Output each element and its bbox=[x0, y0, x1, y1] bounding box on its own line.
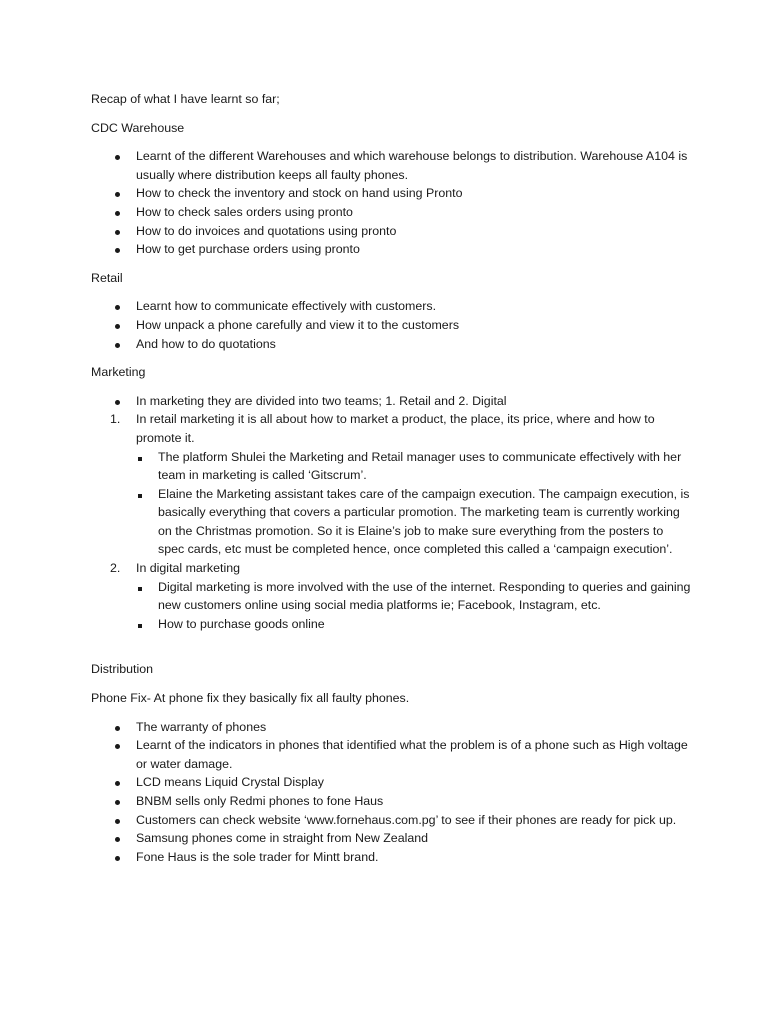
bullet-icon bbox=[115, 184, 120, 203]
sub-list-item: Elaine the Marketing assistant takes care of the campaign execution. The campaign execution, is basically everything that covers a particular promotion. The marketing team is currently working on the Christmas promotion. So it is Elaine’s job to make sure everything from the posters to spec cards, etc must be completed hence, once completed this called a ‘campaign execution’. bbox=[91, 485, 691, 559]
distribution-heading: Distribution bbox=[91, 662, 153, 677]
bullet-icon bbox=[115, 773, 120, 792]
retail-heading: Retail bbox=[91, 270, 123, 285]
list-item: Learnt of the indicators in phones that identified what the problem is of a phone such as High voltage or water damage. bbox=[91, 736, 691, 773]
list-item: And how to do quotations bbox=[91, 335, 691, 354]
list-item: Fone Haus is the sole trader for Mintt brand. bbox=[91, 848, 691, 867]
list-item: LCD means Liquid Crystal Display bbox=[91, 773, 691, 792]
square-bullet-icon bbox=[138, 578, 142, 597]
list-item: Learnt how to communicate effectively with customers. bbox=[91, 297, 691, 316]
bullet-icon bbox=[115, 222, 120, 241]
bullet-icon bbox=[115, 297, 120, 316]
bullet-icon bbox=[115, 792, 120, 811]
list-item: How unpack a phone carefully and view it to the customers bbox=[91, 316, 691, 335]
list-item: The warranty of phones bbox=[91, 718, 691, 737]
list-item: In marketing they are divided into two teams; 1. Retail and 2. Digital bbox=[91, 392, 691, 411]
list-item: How to check the inventory and stock on hand using Pronto bbox=[91, 184, 691, 203]
cdc-list bbox=[91, 147, 691, 259]
list-item: Customers can check website ‘www.fornehaus.com.pg’ to see if their phones are ready for pick up. bbox=[91, 811, 691, 830]
list-number: 2. bbox=[110, 561, 121, 576]
square-bullet-icon bbox=[138, 615, 142, 634]
bullet-icon bbox=[115, 147, 120, 166]
retail-list bbox=[91, 297, 691, 353]
sub-list-item: How to purchase goods online bbox=[91, 615, 691, 634]
intro-text: Recap of what I have learnt so far; bbox=[91, 92, 280, 106]
sub-list-item: The platform Shulei the Marketing and Retail manager uses to communicate effectively with her team in marketing is called ‘Gitscrum’. bbox=[91, 448, 691, 485]
cdc-heading: CDC Warehouse bbox=[91, 120, 185, 135]
marketing-heading: Marketing bbox=[91, 365, 146, 380]
bullet-icon bbox=[115, 335, 120, 354]
bullet-icon bbox=[115, 811, 120, 830]
bullet-icon bbox=[115, 848, 120, 867]
bullet-icon bbox=[115, 829, 120, 848]
phonefix-text: Phone Fix- At phone fix they basically fix all faulty phones. bbox=[91, 691, 410, 706]
list-number: 1. bbox=[110, 412, 121, 427]
bullet-icon bbox=[115, 736, 120, 755]
sub-list-item: Digital marketing is more involved with the use of the internet. Responding to queries and gaining new customers online using social media platforms ie; Facebook, Instagram, etc. bbox=[91, 578, 691, 615]
marketing-list bbox=[91, 392, 691, 634]
numbered-item: 2. In digital marketing bbox=[91, 559, 691, 578]
bullet-icon bbox=[115, 316, 120, 335]
bullet-icon bbox=[115, 718, 120, 737]
distribution-list bbox=[91, 718, 691, 867]
document-body bbox=[91, 90, 691, 876]
list-item: How to check sales orders using pronto bbox=[91, 203, 691, 222]
list-item: BNBM sells only Redmi phones to fone Haus bbox=[91, 792, 691, 811]
square-bullet-icon bbox=[138, 448, 142, 467]
list-item: How to do invoices and quotations using pronto bbox=[91, 222, 691, 241]
bullet-icon bbox=[115, 240, 120, 259]
list-item: Learnt of the different Warehouses and which warehouse belongs to distribution. Warehouse A104 is usually where distribution keeps all faulty phones. bbox=[91, 147, 691, 184]
bullet-icon bbox=[115, 392, 120, 411]
list-item: How to get purchase orders using pronto bbox=[91, 240, 691, 259]
bullet-icon bbox=[115, 203, 120, 222]
list-item: Samsung phones come in straight from New Zealand bbox=[91, 829, 691, 848]
numbered-item: 1. In retail marketing it is all about how to market a product, the place, its price, where and how to promote it. bbox=[110, 412, 655, 445]
square-bullet-icon bbox=[138, 485, 142, 504]
